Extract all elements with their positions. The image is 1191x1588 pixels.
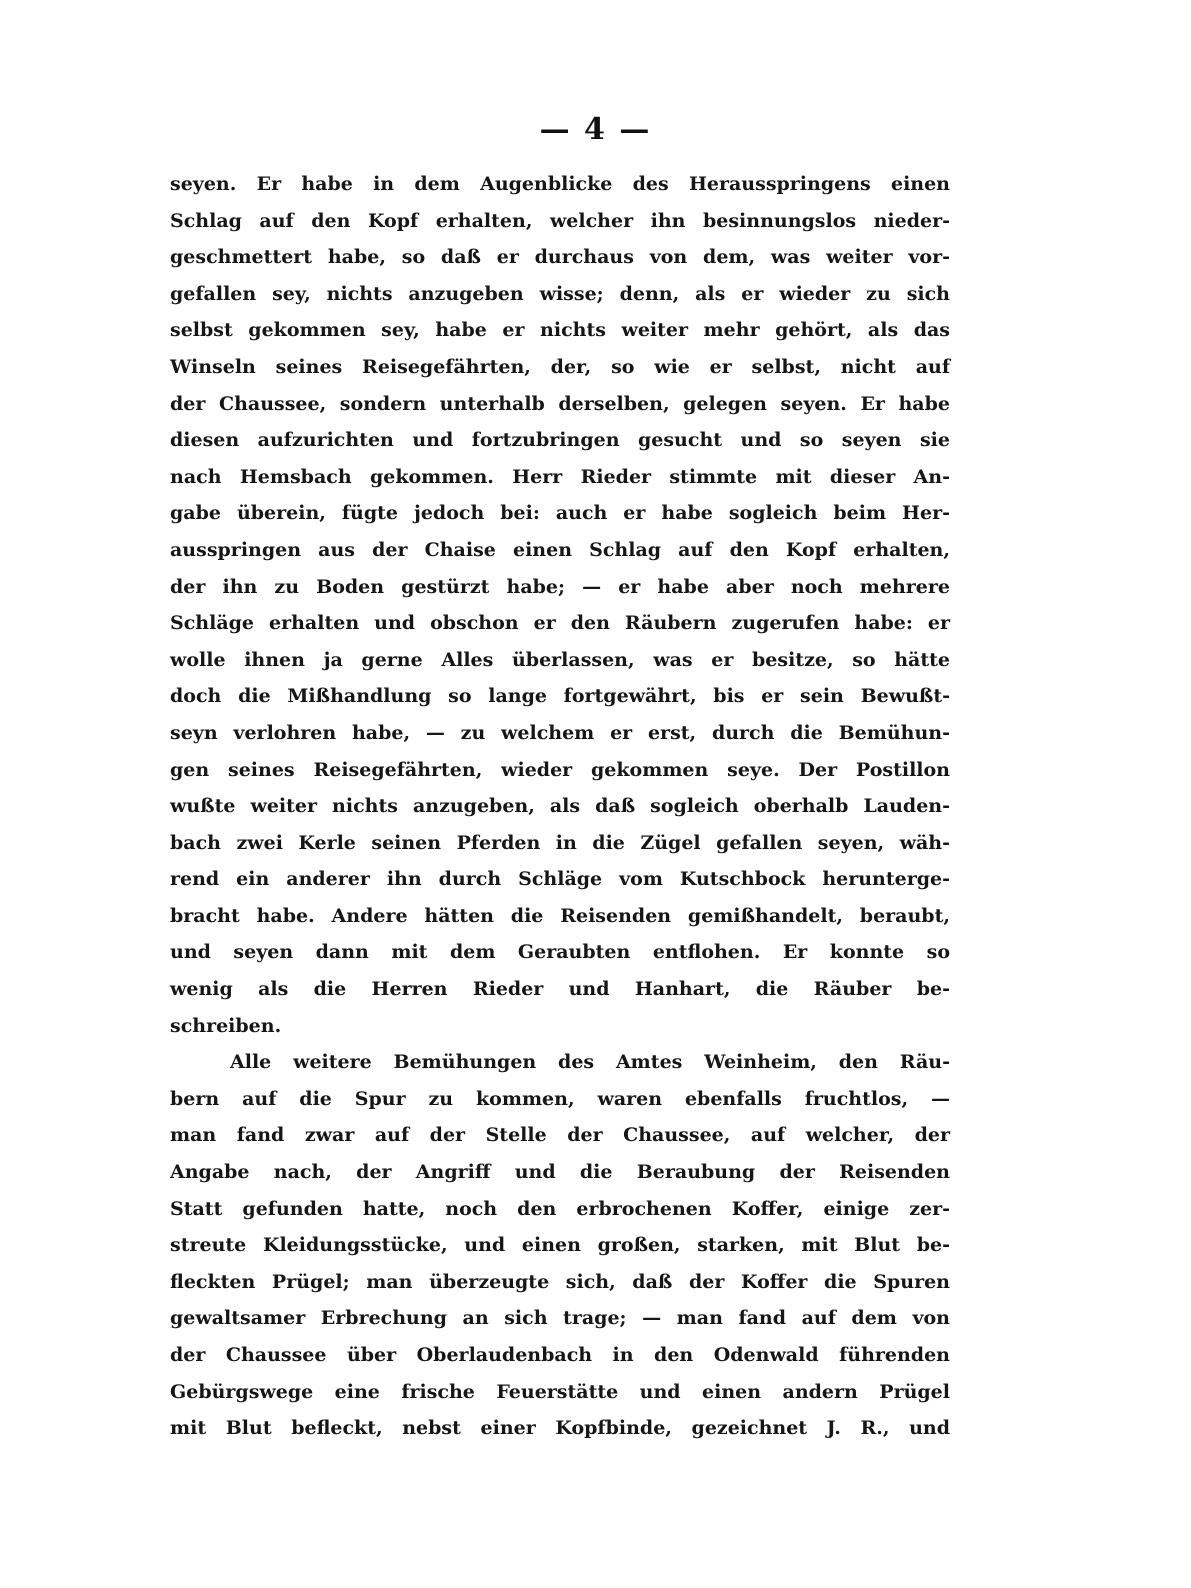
- text-line: Winseln seines Reisegefährten, der, so wie er selbst, nicht auf: [170, 355, 950, 378]
- text-line: wolle ihnen ja gerne Alles überlassen, was er besitze, so hätte: [170, 648, 950, 671]
- text-line: Angabe nach, der Angriff und die Beraubung der Reisenden: [170, 1161, 950, 1184]
- text-line: bach zwei Kerle seinen Pferden in die Zügel gefallen seyen, wäh-: [170, 831, 950, 854]
- text-line: seyen. Er habe in dem Augenblicke des Herausspringens einen: [170, 173, 950, 195]
- text-line: Schläge erhalten und obschon er den Räubern zugerufen habe: er: [170, 612, 950, 635]
- text-line: nach Hemsbach gekommen. Herr Rieder stimmte mit dieser An-: [170, 465, 950, 488]
- text-line: gen seines Reisegefährten, wieder gekommen seye. Der Postillon: [170, 758, 950, 781]
- body-text: [170, 166, 950, 1447]
- text-line: streute Kleidungsstücke, und einen großen, starken, mit Blut be-: [170, 1234, 950, 1257]
- text-line: Schlag auf den Kopf erhalten, welcher ihn besinnungslos nieder-: [170, 209, 950, 232]
- text-line: der Chaussee, sondern unterhalb derselben, gelegen seyen. Er habe: [170, 392, 950, 415]
- text-line: diesen aufzurichten und fortzubringen gesucht und so seyen sie: [170, 429, 950, 452]
- text-line: gewaltsamer Erbrechung an sich trage; — man fand auf dem von: [170, 1307, 950, 1330]
- paragraph-2: [170, 1044, 950, 1447]
- text-line: wenig als die Herren Rieder und Hanhart, die Räuber be-: [170, 978, 950, 1001]
- text-line: geschmettert habe, so daß er durchaus von dem, was weiter vor-: [170, 246, 950, 269]
- text-line: gefallen sey, nichts anzugeben wisse; denn, als er wieder zu sich: [170, 282, 950, 305]
- text-line: schreiben.: [170, 1014, 282, 1037]
- text-line: doch die Mißhandlung so lange fortgewährt, bis er sein Bewußt-: [170, 685, 950, 708]
- text-line: fleckten Prügel; man überzeugte sich, daß der Koffer die Spuren: [170, 1270, 950, 1293]
- text-line: bern auf die Spur zu kommen, waren ebenfalls fruchtlos, —: [170, 1087, 950, 1110]
- text-line: rend ein anderer ihn durch Schläge vom Kutschbock herunterge-: [170, 868, 950, 891]
- text-line: Alle weitere Bemühungen des Amtes Weinheim, den Räu-: [230, 1051, 950, 1074]
- text-line: Gebürgswege eine frische Feuerstätte und einen andern Prügel: [170, 1380, 950, 1403]
- text-line: man fand zwar auf der Stelle der Chaussee, auf welcher, der: [170, 1124, 950, 1147]
- text-line: mit Blut befleckt, nebst einer Kopfbinde, gezeichnet J. R., und: [170, 1417, 950, 1440]
- text-line: der ihn zu Boden gestürzt habe; — er habe aber noch mehrere: [170, 575, 950, 598]
- text-line: Statt gefunden hatte, noch den erbrochenen Koffer, einige zer-: [170, 1197, 950, 1220]
- text-line: selbst gekommen sey, habe er nichts weiter mehr gehört, als das: [170, 319, 950, 342]
- text-line: wußte weiter nichts anzugeben, als daß sogleich oberhalb Lauden-: [170, 795, 950, 818]
- page-number: — 4 —: [539, 112, 652, 147]
- paragraph-1: [170, 166, 950, 1044]
- text-line: ausspringen aus der Chaise einen Schlag auf den Kopf erhalten,: [170, 538, 950, 561]
- text-line: und seyen dann mit dem Geraubten entflohen. Er konnte so: [170, 941, 950, 964]
- text-line: seyn verlohren habe, — zu welchem er erst, durch die Bemühun-: [170, 721, 950, 744]
- text-line: bracht habe. Andere hätten die Reisenden gemißhandelt, beraubt,: [170, 904, 950, 927]
- text-line: der Chaussee über Oberlaudenbach in den Odenwald führenden: [170, 1344, 950, 1366]
- text-line: gabe überein, fügte jedoch bei: auch er habe sogleich beim Her-: [170, 502, 950, 525]
